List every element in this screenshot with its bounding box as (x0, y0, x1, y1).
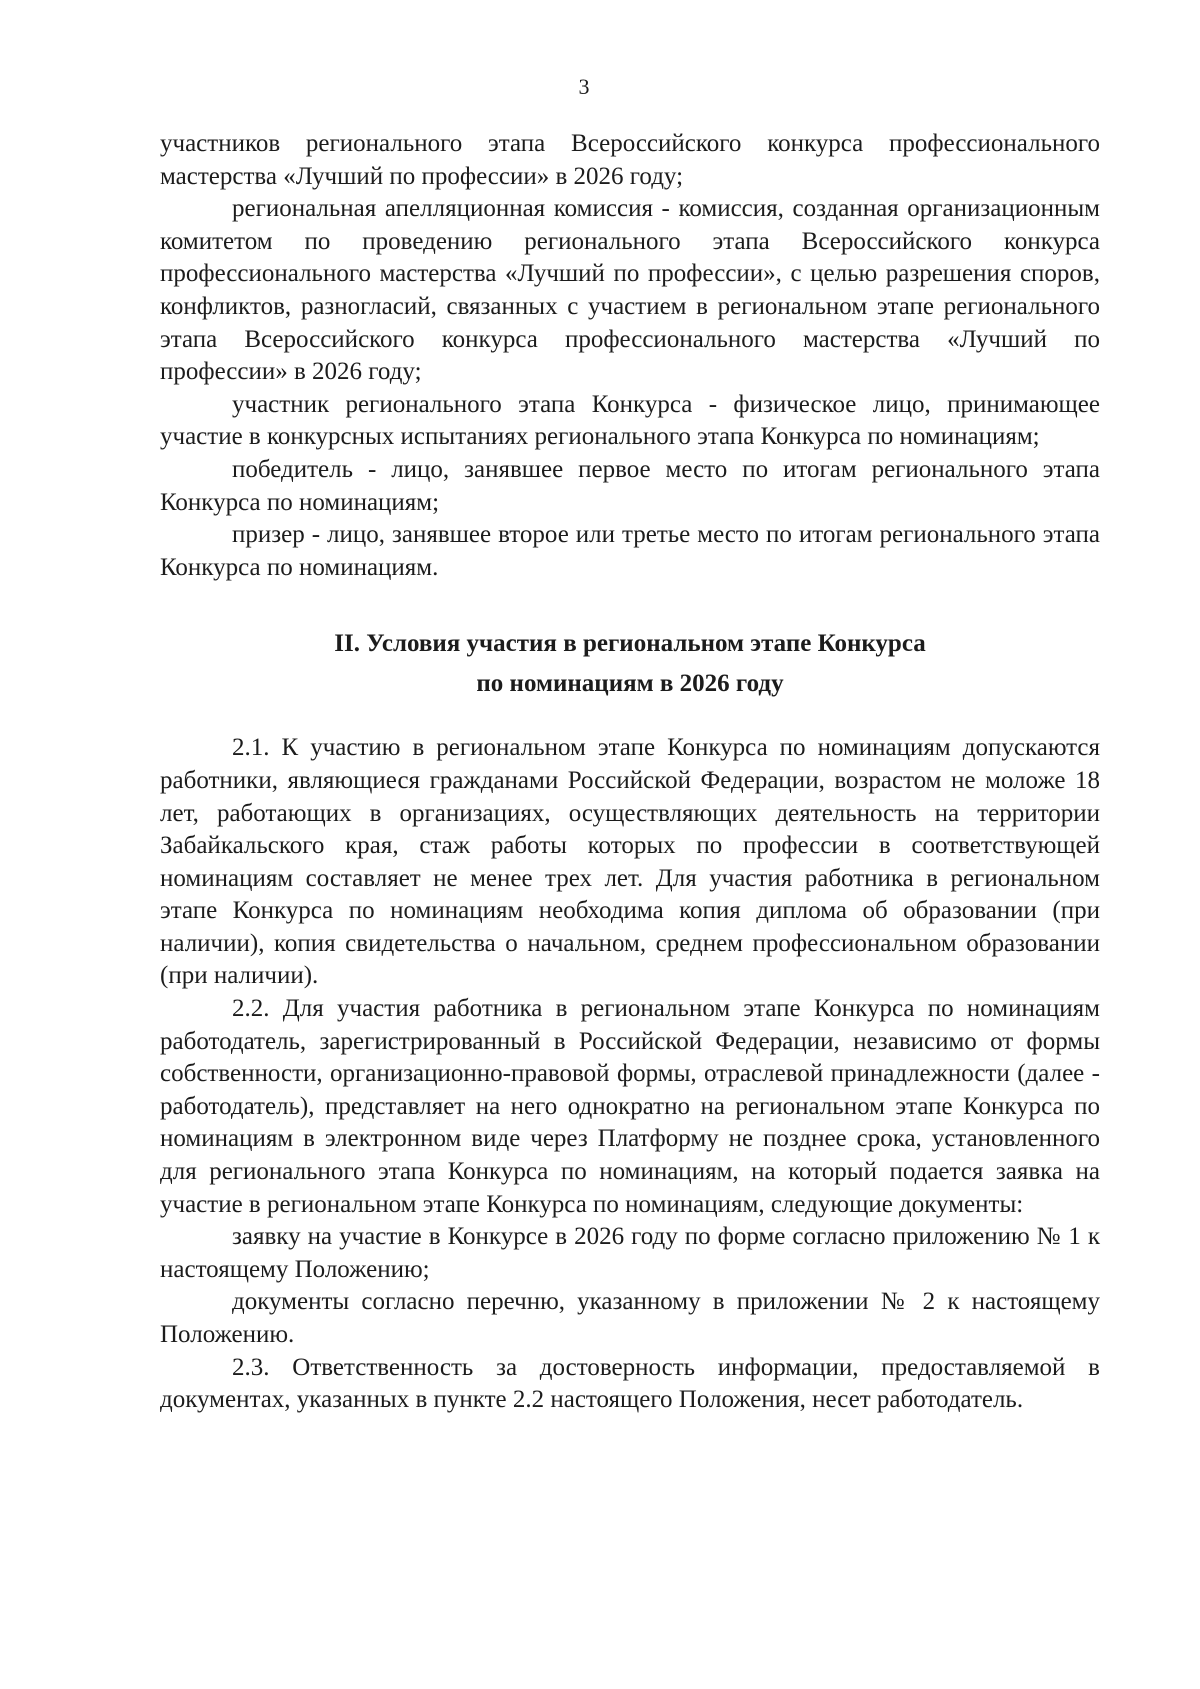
definition-paragraph: участников регионального этапа Всероссийского конкурса профессионального мастерства «Лучший по профессии» в 2026 году; (160, 130, 1100, 190)
section-paragraph: 2.1. К участию в региональном этапе Конкурса по номинациям допускаются работники, являющиеся гражданами Российской Федерации, возрастом не моложе 18 лет, работающих в организациях, осуществляющих деятельность на территории Забайкальского края, стаж работы которых по профессии в соответствующей номинациям составляет не менее трех лет. Для участия работника в региональном этапе Конкурса по номинациям необходима копия диплома об образовании (при наличии), копия свидетельства о начальном, среднем профессиональном образовании (при наличии). (160, 734, 1100, 990)
definition-paragraph: участник регионального этапа Конкурса - физическое лицо, принимающее участие в конкурсных испытаниях регионального этапа Конкурса по номинациям; (160, 390, 1100, 451)
section-heading-line: II. Условия участия в региональном этапе Конкурса (334, 630, 926, 658)
section-heading (160, 624, 1100, 704)
section-paragraph: 2.2. Для участия работника в региональном этапе Конкурса по номинациям работодатель, зарегистрированный в Российской Федерации, независимо от формы собственности, организационно-правовой формы, отраслевой принадлежности (далее - работодатель), представляет на него однократно на региональном этапе Конкурса по номинациям в электронном виде через Платформу не позднее срока, установленного для регионального этапа Конкурса по номинациям, на который подается заявка на участие в региональном этапе Конкурса по номинациям, следующие документы: (160, 995, 1100, 1218)
definition-paragraph: призер - лицо, занявшее второе или третье место по итогам регионального этапа Конкурса по номинациям. (160, 521, 1100, 581)
page-number: 3 (578, 74, 590, 99)
section-paragraph: заявку на участие в Конкурсе в 2026 году по форме согласно приложению № 1 к настоящему Положению; (160, 1223, 1100, 1283)
document-body (160, 128, 1100, 1417)
section-paragraph: 2.3. Ответственность за достоверность информации, предоставляемой в документах, указанных в пункте 2.2 настоящего Положения, несет работодатель. (160, 1353, 1100, 1414)
definition-paragraph: региональная апелляционная комиссия - комиссия, созданная организационным комитетом по проведению регионального этапа Всероссийского конкурса профессионального мастерства «Лучший по профессии», с целью разрешения споров, конфликтов, разногласий, связанных с участием в региональном этапе регионального этапа Всероссийского конкурса профессионального мастерства «Лучший по профессии» в 2026 году; (160, 195, 1100, 386)
definition-paragraph: победитель - лицо, занявшее первое место по итогам регионального этапа Конкурса по номинациям; (160, 455, 1100, 516)
section-heading-line: по номинациям в 2026 году (476, 670, 784, 698)
section-paragraph: документы согласно перечню, указанному в приложении № 2 к настоящему Положению. (160, 1288, 1100, 1348)
